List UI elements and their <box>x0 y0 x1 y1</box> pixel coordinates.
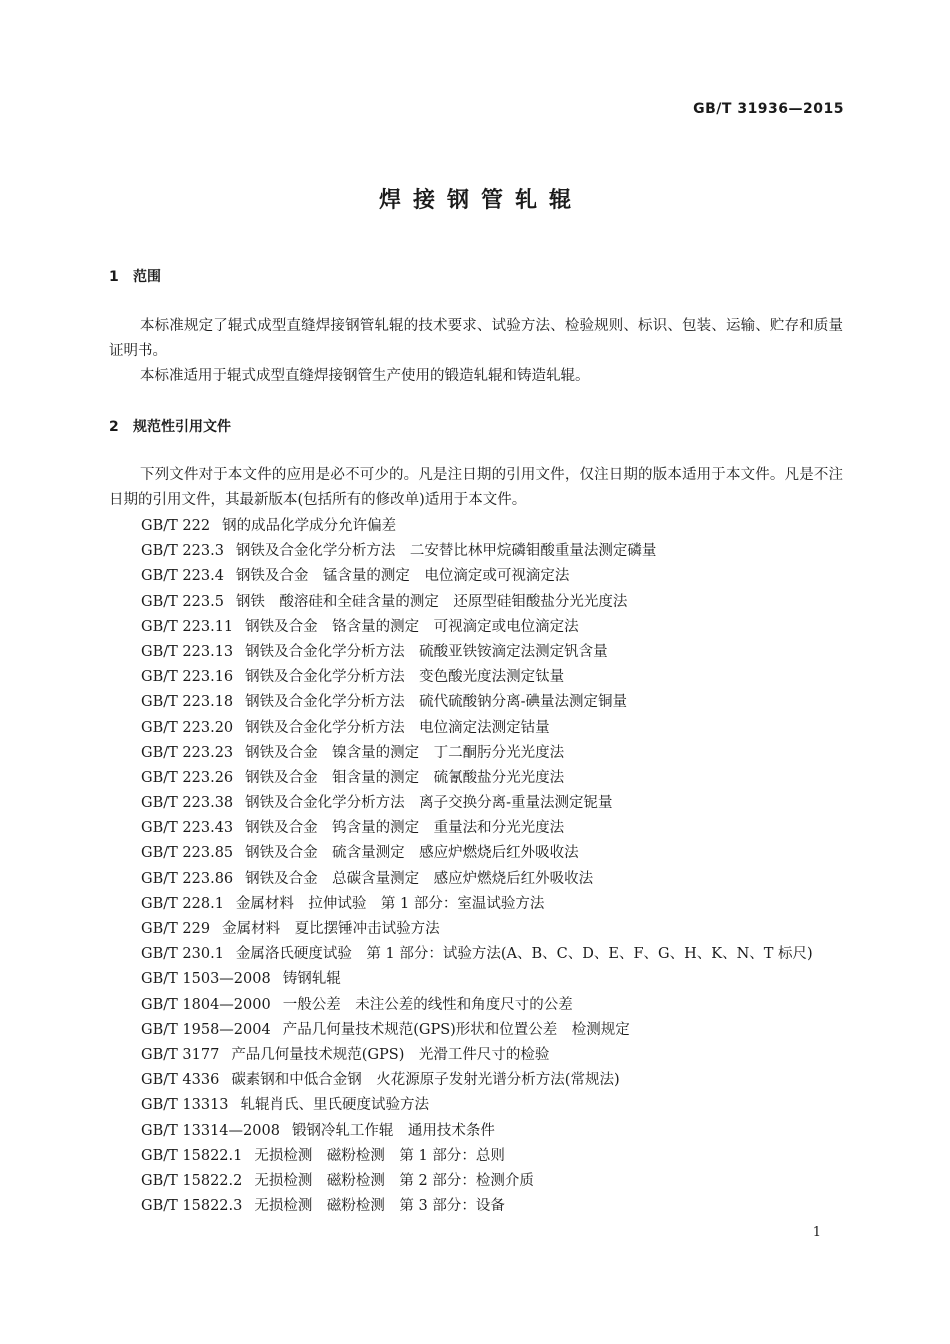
reference-item <box>141 942 851 967</box>
reference-item <box>141 766 851 791</box>
reference-code: GB/T 223.16 <box>141 669 234 686</box>
reference-code: GB/T 223.3 <box>141 543 224 560</box>
reference-title: 钢铁及合金化学分析方法 硫酸亚铁铵滴定法测定钒含量 <box>245 643 608 660</box>
reference-title: 钢的成品化学成分允许偏差 <box>222 518 397 534</box>
reference-code: GB/T 3177 <box>141 1046 220 1063</box>
reference-code: GB/T 223.5 <box>141 593 224 610</box>
reference-item <box>141 690 851 715</box>
reference-title: 一般公差 未注公差的线性和角度尺寸的公差 <box>282 996 573 1013</box>
reference-code: GB/T 15822.3 <box>141 1198 243 1215</box>
reference-item <box>141 1144 851 1169</box>
reference-code: GB/T 223.13 <box>141 643 234 660</box>
reference-code: GB/T 223.86 <box>141 870 234 887</box>
reference-code: GB/T 223.4 <box>141 568 224 585</box>
reference-title: 钢铁及合金化学分析方法 离子交换分离-重量法测定铌量 <box>245 795 613 812</box>
reference-title: 无损检测 磁粉检测 第 2 部分：检测介质 <box>254 1172 534 1189</box>
reference-item <box>141 741 851 766</box>
reference-code: GB/T 223.43 <box>141 820 234 837</box>
reference-title: 钢铁及合金 总碳含量测定 感应炉燃烧后红外吸收法 <box>245 870 594 887</box>
reference-title: 钢铁及合金化学分析方法 电位滴定法测定钴量 <box>245 719 550 736</box>
reference-item <box>141 993 851 1018</box>
reference-item <box>141 665 851 690</box>
section-1-paragraph-1: 本标准规定了辊式成型直缝焊接钢管轧辊的技术要求、试验方法、检验规则、标识、包装、运输、贮存和质量证明书。 <box>109 318 843 359</box>
reference-title: 轧辊肖氏、里氏硬度试验方法 <box>240 1097 430 1114</box>
page-number: 1 <box>812 1225 821 1240</box>
reference-item <box>141 816 851 841</box>
reference-item <box>141 892 851 917</box>
reference-code: GB/T 223.11 <box>141 618 234 635</box>
reference-title: 碳素钢和中低合金钢 火花源原子发射光谱分析方法(常规法) <box>231 1072 620 1089</box>
reference-code: GB/T 1958—2004 <box>141 1021 271 1038</box>
reference-code: GB/T 223.23 <box>141 744 234 761</box>
reference-title: 金属材料 拉伸试验 第 1 部分：室温试验方法 <box>235 895 545 912</box>
reference-code: GB/T 13314—2008 <box>141 1122 280 1139</box>
section-2-paragraph-1: 下列文件对于本文件的应用是必不可少的。凡是注日期的引用文件，仅注日期的版本适用于本文件。凡是不注日期的引用文件，其最新版本(包括所有的修改单)适用于本文件。 <box>109 467 843 508</box>
reference-title: 钢铁及合金 镍含量的测定 丁二酮肟分光光度法 <box>245 744 565 761</box>
reference-title: 钢铁及合金 钨含量的测定 重量法和分光光度法 <box>245 820 565 837</box>
reference-code: GB/T 223.38 <box>141 795 234 812</box>
reference-title: 钢铁及合金 铬含量的测定 可视滴定或电位滴定法 <box>245 618 579 635</box>
reference-code: GB/T 230.1 <box>141 946 224 963</box>
reference-item <box>141 867 851 892</box>
reference-item <box>141 615 851 640</box>
reference-title: 无损检测 磁粉检测 第 3 部分：设备 <box>254 1198 505 1215</box>
reference-title: 产品几何量技术规范(GPS) 光滑工件尺寸的检验 <box>231 1046 550 1063</box>
reference-title: 锻钢冷轧工作辊 通用技术条件 <box>291 1122 495 1139</box>
section-number: 1 <box>109 269 119 285</box>
reference-code: GB/T 1804—2000 <box>141 996 271 1013</box>
reference-item <box>141 1043 851 1068</box>
reference-code: GB/T 15822.2 <box>141 1172 243 1189</box>
reference-title: 金属材料 夏比摆锤冲击试验方法 <box>222 921 440 937</box>
reference-item <box>141 917 851 942</box>
section-1-paragraph-2: 本标准适用于辊式成型直缝焊接钢管生产使用的锻造轧辊和铸造轧辊。 <box>140 368 590 384</box>
reference-code: GB/T 228.1 <box>141 895 224 912</box>
reference-code: GB/T 223.18 <box>141 694 234 711</box>
reference-item <box>141 841 851 866</box>
section-title: 规范性引用文件 <box>133 419 231 435</box>
reference-title: 钢铁及合金 硫含量测定 感应炉燃烧后红外吸收法 <box>245 845 579 862</box>
reference-title: 钢铁及合金化学分析方法 硫代硫酸钠分离-碘量法测定铜量 <box>245 694 628 711</box>
reference-code: GB/T 229 <box>141 921 211 937</box>
section-title: 范围 <box>133 269 161 285</box>
standard-number: GB/T 31936—2015 <box>693 101 844 117</box>
reference-item <box>141 1018 851 1043</box>
reference-item <box>141 590 851 615</box>
reference-item <box>141 640 851 665</box>
reference-item <box>141 791 851 816</box>
reference-code: GB/T 13313 <box>141 1097 229 1114</box>
reference-code: GB/T 222 <box>141 518 211 534</box>
section-2-heading <box>109 416 231 436</box>
reference-title: 铸钢轧辊 <box>282 971 341 988</box>
reference-item <box>141 1194 851 1219</box>
reference-title: 金属洛氏硬度试验 第 1 部分：试验方法(A、B、C、D、E、F、G、H、K、N、T 标尺) <box>235 946 813 963</box>
reference-code: GB/T 223.26 <box>141 769 234 786</box>
normative-references-list <box>141 514 851 1219</box>
reference-item <box>141 1119 851 1144</box>
reference-title: 钢铁及合金化学分析方法 变色酸光度法测定钛量 <box>245 669 565 686</box>
reference-item <box>141 967 851 992</box>
reference-code: GB/T 4336 <box>141 1072 220 1089</box>
section-number: 2 <box>109 419 119 435</box>
reference-item <box>141 514 851 539</box>
reference-code: GB/T 15822.1 <box>141 1147 243 1164</box>
document-title: 焊接钢管轧辊 <box>378 188 583 213</box>
reference-title: 产品几何量技术规范(GPS)形状和位置公差 检测规定 <box>282 1021 630 1038</box>
reference-item <box>141 716 851 741</box>
reference-item <box>141 1093 851 1118</box>
section-1-heading <box>109 266 161 286</box>
reference-item <box>141 539 851 564</box>
reference-title: 钢铁及合金 钼含量的测定 硫氰酸盐分光光度法 <box>245 769 565 786</box>
reference-item <box>141 1169 851 1194</box>
reference-code: GB/T 223.20 <box>141 719 234 736</box>
reference-code: GB/T 223.85 <box>141 845 234 862</box>
reference-item <box>141 564 851 589</box>
reference-title: 无损检测 磁粉检测 第 1 部分：总则 <box>254 1147 505 1164</box>
reference-title: 钢铁及合金 锰含量的测定 电位滴定或可视滴定法 <box>235 568 570 585</box>
reference-code: GB/T 1503—2008 <box>141 971 271 988</box>
reference-title: 钢铁 酸溶硅和全硅含量的测定 还原型硅钼酸盐分光光度法 <box>235 593 628 610</box>
reference-title: 钢铁及合金化学分析方法 二安替比林甲烷磷钼酸重量法测定磷量 <box>235 543 657 560</box>
reference-item <box>141 1068 851 1093</box>
